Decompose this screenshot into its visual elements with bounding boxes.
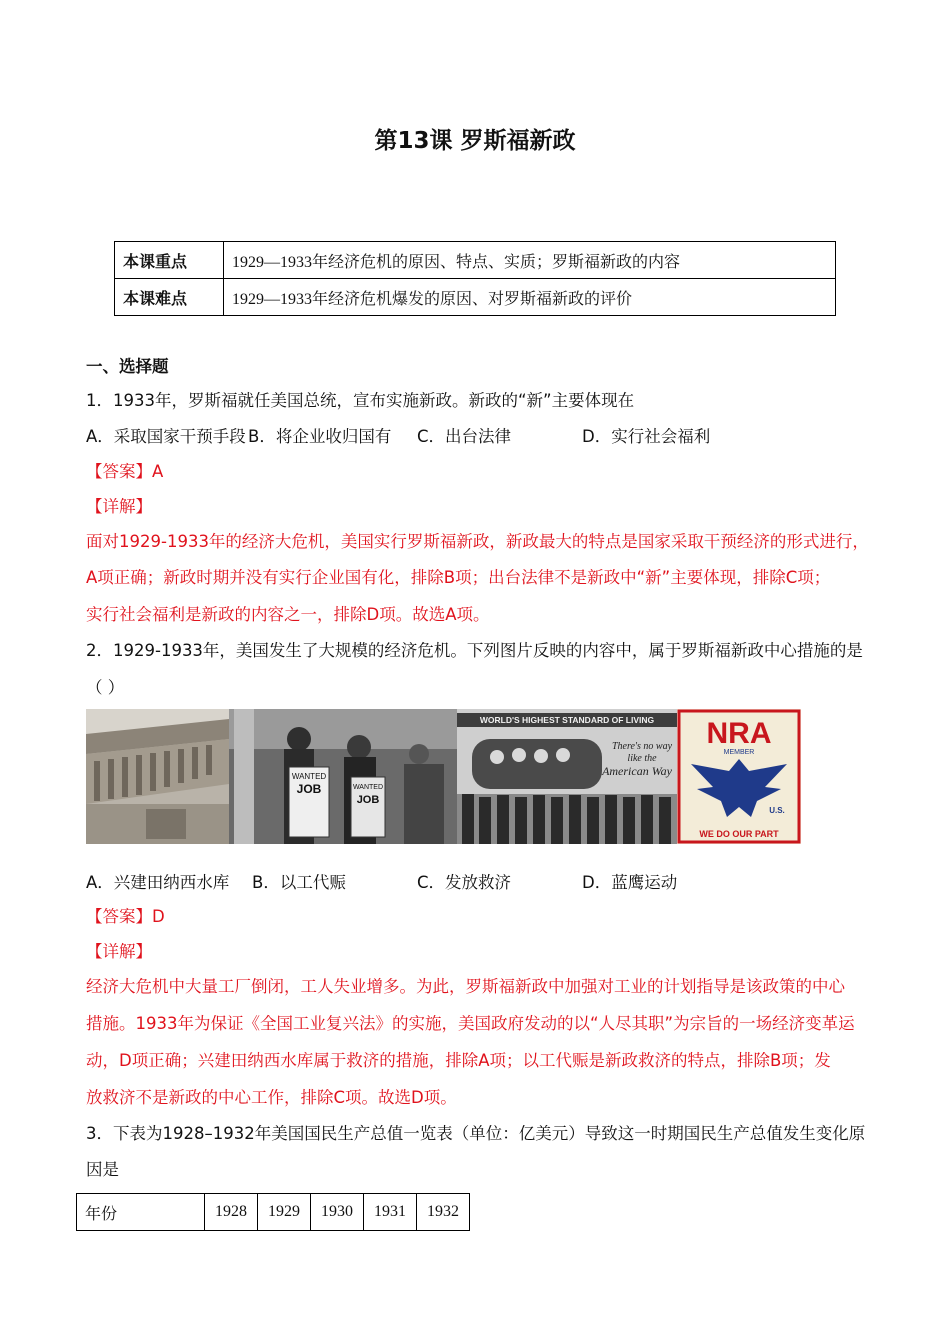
q2-option-b: B．以工代赈 xyxy=(252,873,346,892)
focus-key: 本课重点 xyxy=(115,242,224,279)
sign2-line1: WANTED xyxy=(352,784,384,791)
blue-eagle-image xyxy=(677,709,801,844)
tennessee-dam-image xyxy=(86,709,229,844)
sign1-line2: JOB xyxy=(296,782,322,796)
nra-us: U.S. xyxy=(769,806,785,815)
q1-detail-line: 面对1929-1933年的经济大危机，美国实行罗斯福新政，新政最大的特点是国家采取干预经济的形式进行， xyxy=(86,532,869,551)
q1-option-c: C．出台法律 xyxy=(417,427,512,446)
focus-value: 1929—1933年经济危机的原因、特点、实质；罗斯福新政的内容 xyxy=(224,242,836,279)
question-3-stem: 3．下表为1928–1932年美国国民生产总值一览表（单位：亿美元）导致这一时期国民生产总值发生变化原 xyxy=(86,1124,866,1143)
wanted-job-image xyxy=(229,709,457,844)
q2-option-a: A．兴建田纳西水库 xyxy=(86,873,230,892)
q2-option-d: D．蓝鹰运动 xyxy=(582,873,678,892)
table-cell: 1928 xyxy=(205,1194,258,1231)
q2-answer: 【答案】D xyxy=(86,907,165,926)
q2-detail-line: 措施。1933年为保证《全国工业复兴法》的实施，美国政府发动的以“人尽其职”为宗旨的一场经济变革运 xyxy=(86,1014,855,1033)
q2-detail-line: 经济大危机中大量工厂倒闭，工人失业增多。为此，罗斯福新政中加强对工业的计划指导是该政策的中心 xyxy=(86,977,845,996)
table-cell: 1930 xyxy=(311,1194,364,1231)
table-cell: 1931 xyxy=(364,1194,417,1231)
q2-detail-line: 放救济不是新政的中心工作，排除C项。故选D项。 xyxy=(86,1088,457,1107)
page-title: 第13课 罗斯福新政 xyxy=(374,128,576,154)
q2-option-c: C．发放救济 xyxy=(417,873,512,892)
billboard-script: There's no way xyxy=(611,741,673,752)
nra-letters: NRA xyxy=(706,717,772,750)
nra-poster xyxy=(677,709,801,844)
gnp-table xyxy=(76,1193,470,1231)
difficulty-key: 本课难点 xyxy=(115,279,224,316)
question-1-stem: 1．1933年，罗斯福就任美国总统，宣布实施新政。新政的“新”主要体现在 xyxy=(86,391,635,410)
focus-table xyxy=(114,241,836,316)
difficulty-value: 1929—1933年经济危机爆发的原因、对罗斯福新政的评价 xyxy=(224,279,836,316)
billboard-script: American Way xyxy=(602,764,672,778)
q1-option-a: A．采取国家干预手段 xyxy=(86,427,246,446)
q1-detail-line: A项正确；新政时期并没有实行企业国有化，排除B项；出台法律不是新政中“新”主要体现，排除C项； xyxy=(86,568,831,587)
table-row xyxy=(115,279,836,316)
table-row xyxy=(115,242,836,279)
breadline-billboard-image xyxy=(457,709,677,844)
section-heading: 一、选择题 xyxy=(86,357,169,376)
q2-answer-paren: （ ） xyxy=(86,678,125,697)
nra-member: MEMBER xyxy=(723,749,755,756)
relief-line-photo xyxy=(457,709,677,844)
table-header-year: 年份 xyxy=(77,1194,205,1231)
q2-detail-line: 动，D项正确；兴建田纳西水库属于救济的措施，排除A项；以工代赈是新政救济的特点，排除B项；发 xyxy=(86,1051,831,1070)
dam-photo xyxy=(86,709,229,844)
billboard-script: like the xyxy=(627,753,657,764)
table-cell: 1929 xyxy=(258,1194,311,1231)
q1-detail-line: 实行社会福利是新政的内容之一，排除D项。故选A项。 xyxy=(86,605,490,624)
q1-option-b: B．将企业收归国有 xyxy=(248,427,392,446)
question-2-stem: 2．1929-1933年，美国发生了大规模的经济危机。下列图片反映的内容中，属于罗斯福新政中心措施的是 xyxy=(86,641,863,660)
q1-option-d: D．实行社会福利 xyxy=(582,427,711,446)
nra-slogan: WE DO OUR PART xyxy=(699,829,779,839)
sign1-line1: WANTED xyxy=(291,772,327,781)
q1-answer: 【答案】A xyxy=(86,462,164,481)
q2-detail-label: 【详解】 xyxy=(86,942,152,961)
sign2-line2: JOB xyxy=(356,794,380,806)
table-row xyxy=(77,1194,470,1231)
billboard-text: WORLD'S HIGHEST STANDARD OF LIVING xyxy=(479,715,655,725)
job-seekers-photo xyxy=(229,709,457,844)
table-cell: 1932 xyxy=(417,1194,470,1231)
q1-detail-label: 【详解】 xyxy=(86,497,152,516)
question-3-stem-cont: 因是 xyxy=(86,1160,119,1179)
